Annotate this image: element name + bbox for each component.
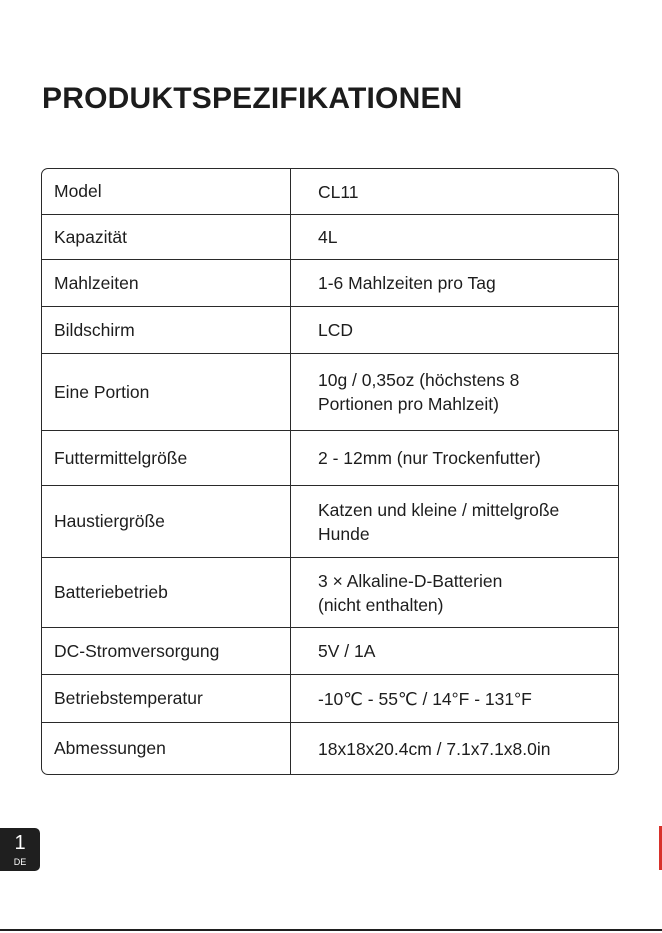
table-row: [42, 723, 618, 774]
spec-value: 4L: [318, 227, 338, 247]
spec-value: Katzen und kleine / mittelgroße Hunde: [318, 499, 560, 544]
table-row: [42, 354, 618, 431]
page-number: 1: [14, 832, 26, 854]
spec-label: Eine Portion: [42, 354, 291, 430]
spec-value: 18x18x20.4cm / 7.1x7.1x8.0in: [318, 738, 551, 759]
spec-value: CL11: [318, 181, 359, 202]
table-row: [42, 307, 618, 354]
spec-label: Kapazität: [42, 215, 291, 259]
spec-table: [41, 168, 619, 775]
spec-label: Futtermittelgröße: [42, 431, 291, 485]
table-row: [42, 558, 618, 628]
table-row: [42, 169, 618, 215]
table-row: [42, 215, 618, 260]
table-row: [42, 675, 618, 723]
page-title: PRODUKTSPEZIFIKATIONEN: [42, 82, 463, 115]
spec-value: 1-6 Mahlzeiten pro Tag: [318, 273, 496, 293]
spec-value: 2 - 12mm (nur Trockenfutter): [318, 448, 541, 468]
spec-label: Model: [42, 169, 291, 214]
spec-value: -10℃ - 55℃ / 14°F - 131°F: [318, 688, 532, 709]
table-row: [42, 260, 618, 307]
spec-label: DC-Stromversorgung: [42, 628, 291, 674]
spec-value: LCD: [318, 320, 354, 340]
spec-label: Bildschirm: [42, 307, 291, 353]
spec-value: 5V / 1A: [318, 641, 376, 661]
spec-label: Mahlzeiten: [42, 260, 291, 306]
table-row: [42, 431, 618, 486]
table-row: [42, 628, 618, 675]
spec-label: Haustiergröße: [42, 486, 291, 557]
page-number-badge: [0, 828, 40, 871]
language-code: DE: [13, 857, 27, 867]
spec-value: 10g / 0,35oz (höchstens 8 Portionen pro Mahlzeit): [318, 370, 520, 414]
table-row: [42, 486, 618, 558]
spec-label: Abmessungen: [42, 723, 291, 774]
bottom-divider: [0, 929, 662, 931]
spec-value: 3 × Alkaline-D-Batterien (nicht enthalten): [318, 570, 503, 615]
spec-label: Betriebstemperatur: [42, 675, 291, 722]
spec-label: Batteriebetrieb: [42, 558, 291, 627]
